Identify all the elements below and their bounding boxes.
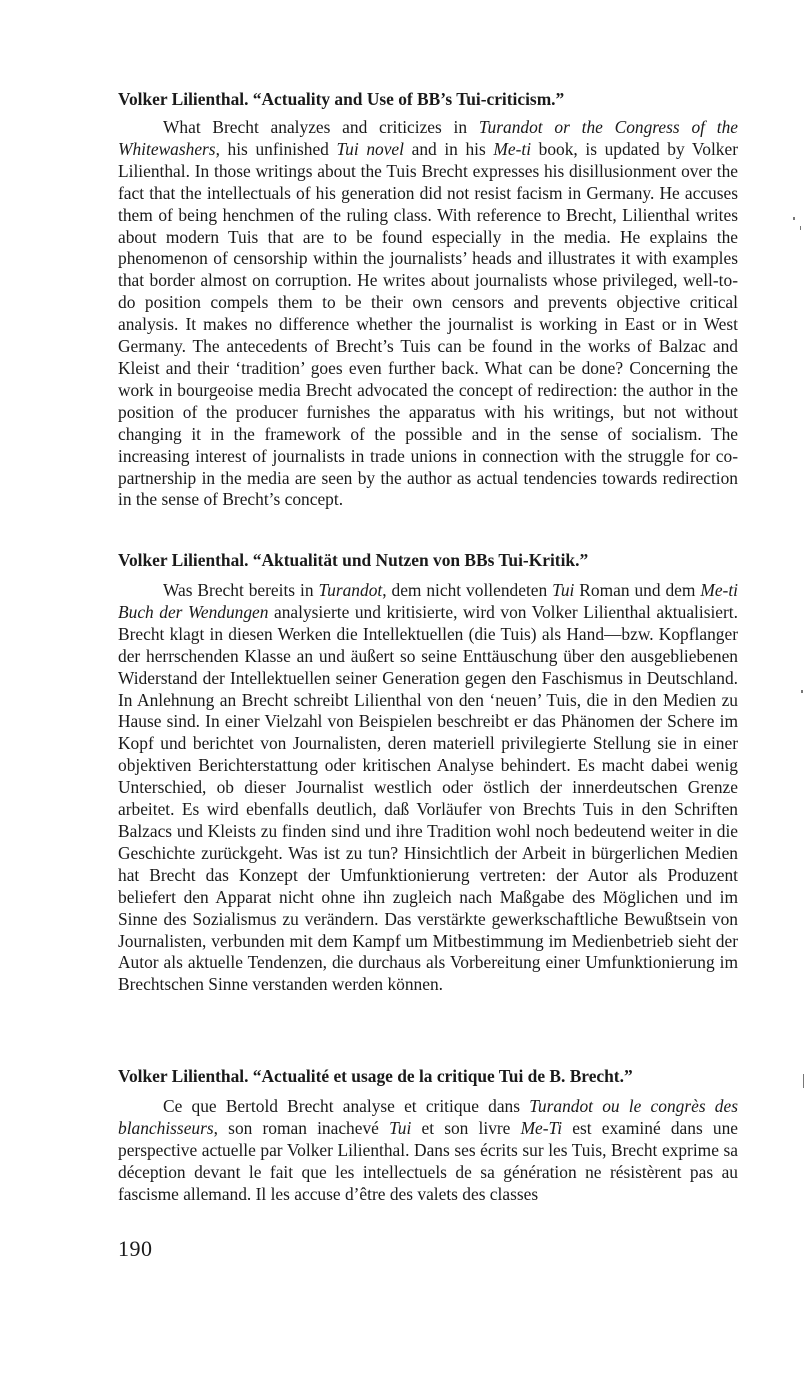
italic-title: Turandot: [318, 580, 383, 600]
page-number: 190: [118, 1236, 153, 1261]
section-heading-english: Volker Lilienthal. “Actuality and Use of BB’s Tui-criticism.”: [118, 89, 565, 109]
italic-title: Me-ti Buch der Wendungen: [118, 580, 738, 622]
italic-title: Me-ti: [493, 138, 532, 159]
section-heading-german: Volker Lilienthal. “Aktualität und Nutzen von BBs Tui-Kritik.”: [118, 550, 589, 570]
scan-speck: [803, 1074, 804, 1088]
section-heading-french: Volker Lilienthal. “Actualité et usage de la critique Tui de B. Brecht.”: [118, 1066, 633, 1086]
italic-title: Turandot ou le congrès des blanchisseurs: [118, 1096, 738, 1138]
italic-title: Tui: [389, 1117, 412, 1138]
italic-title: Turandot or the Congress of the Whitewashers: [118, 117, 738, 159]
italic-title: Tui: [552, 580, 575, 600]
italic-title: Me-Ti: [520, 1117, 563, 1138]
section-body-german: Was Brecht bereits in Turandot, dem nicht vollendeten Tui Roman und dem Me-ti Buch der Wendungen analysierte und kritisierte, wird von Volker Lilienthal aktualisiert. Brecht klagt in diesen Werken die Intellektuellen (die Tuis) als Hand—bzw. Kopflanger der herrschenden Klasse an und äußert so seine Enttäuschung über den ausgebliebenen Widerstand der Intellektuellen seiner Generation gegen den Faschismus in Deutschland. In Anlehnung an Brecht schreibt Lilienthal von den ‘neuen’ Tuis, die in den Medien zu Hause sind. In einer Vielzahl von Beispielen beschreibt er das Phänomen der Schere im Kopf und berichtet von Journalisten, deren materiell privilegierte Stellung sie in einer objektiven Berichterstattung oder kritischen Analyse behindert. Es macht dabei wenig Unterschied, ob dieser Journalist westlich oder östlich der innerdeutschen Grenze arbeitet. Es wird ebenfalls deutlich, daß Vorläufer von Brechts Tuis in den Schriften Balzacs und Kleists zu finden sind und ihre Tradition wohl noch bedeutend weiter in die Geschichte zurückgeht. Was ist zu tun? Hinsichtlich der Arbeit in bürgerlichen Medien hat Brecht das Konzept der Umfunktionierung vertreten: der Autor als Produzent beliefert den Apparat nicht ohne ihn zugleich nach Maßgabe des Möglichen und im Sinne des Sozialismus zu verändern. Das verstärkte gewerkschaftliche Bewußtsein von Journalisten, verbunden mit dem Kampf um Mitbestimmung im Medienbetrieb sieht der Autor als aktuelle Tendenzen, die durchaus als Vorbereitung einer Umfunktionierung im Brechtschen Sinne verstanden werden können.: [118, 580, 738, 995]
scan-speck: [800, 226, 801, 230]
italic-title: Tui novel: [336, 138, 404, 159]
scan-speck: [801, 690, 803, 693]
section-body-english: What Brecht analyzes and criticizes in Turandot or the Congress of the Whitewashers, his unfinished Tui novel and in his Me-ti book, is updated by Volker Lilienthal. In those writings about the Tuis Brecht expresses his disillusionment over the fact that the intellectuals of his generation did not resist facism in Germany. He accuses them of being henchmen of the ruling class. With reference to Brecht, Lilienthal writes about modern Tuis that are to be found especially in the media. He explains the phenomenon of censorship within the journalists’ heads and illustrates it with examples that border almost on corruption. He writes about journalists whose privileged, well-to-do position compels them to be their own censors and prevents objective critical analysis. It makes no difference whether the journalist is working in East or in West Germany. The antecedents of Brecht’s Tuis can be found in the works of Balzac and Kleist and their ‘tradition’ goes even further back. What can be done? Concerning the work in bourgeoise media Brecht advocated the concept of redirection: the author in the position of the producer furnishes the apparatus with his writings, but not without changing it in the framework of the possible and in the sense of socialism. The increasing interest of journalists in trade unions in connection with the struggle for co-partnership in the media are seen by the author as actual tendencies towards redirection in the sense of Brecht’s concept.: [118, 117, 738, 510]
scan-speck: [793, 217, 795, 220]
section-body-french: Ce que Bertold Brecht analyse et critique dans Turandot ou le congrès des blanchisseurs, son roman inachevé Tui et son livre Me-Ti est examiné dans une perspective actuelle par Volker Lilienthal. Dans ses écrits sur les Tuis, Brecht exprime sa déception devant le fait que les intellectuels de sa génération ne résistèrent pas au fascisme allemand. Il les accuse d’être des valets des classes: [118, 1096, 738, 1204]
